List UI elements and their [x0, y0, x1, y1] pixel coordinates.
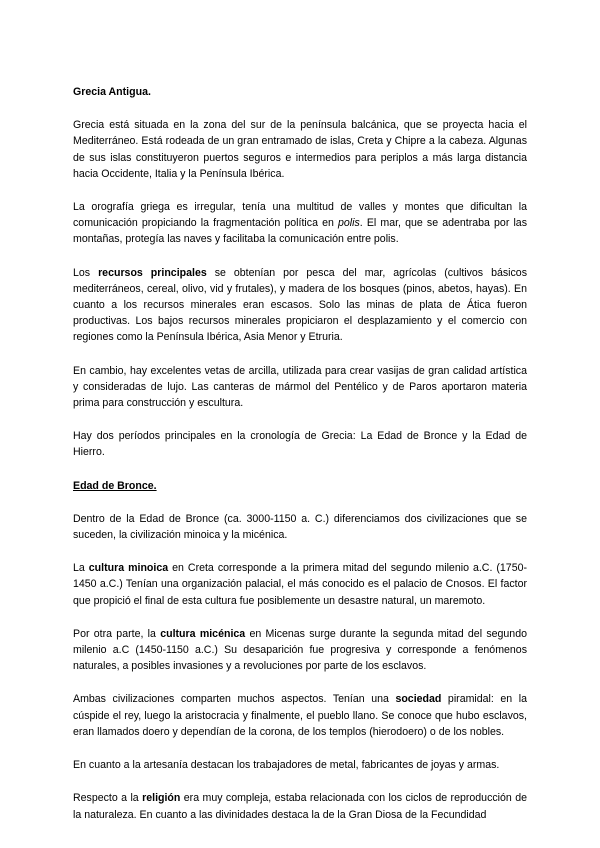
text-run: Los	[73, 266, 99, 279]
section-heading-bronze-age: Edad de Bronce.	[73, 479, 157, 492]
document-page	[73, 84, 527, 840]
paragraph-periods: Hay dos períodos principales en la cronología de Grecia: La Edad de Bronce y la Edad de Hierro.	[73, 430, 527, 459]
text-run: en Creta corresponde a la primera mitad del segundo milenio a.C. (1750-1450 a.C.) Tenían una organización palacial, el más conocido es el palacio de Cnosos. El factor que propició el final de esta cultura fue posiblemente un desastre natural, un maremoto.	[73, 562, 528, 607]
document-title: Grecia Antigua.	[73, 86, 151, 98]
paragraph-crafts: En cuanto a la artesanía destacan los trabajadores de metal, fabricantes de joyas y armas.	[73, 759, 500, 772]
text-run: . El mar, que se adentraba por las montañas, protegía las naves y facilitaba la comunicación entre polis.	[73, 217, 528, 246]
paragraph-bronze-age-intro: Dentro de la Edad de Bronce (ca. 3000-1150 a. C.) diferenciamos dos civilizaciones que se suceden, la civilización minoica y la micénica.	[73, 512, 527, 542]
bold-term-recursos: recursos principales	[98, 266, 207, 279]
text-run: se obtenían por pesca del mar, agrícolas (cultivos básicos mediterráneos, cereal, olivo, vid y frutales), y madera de los bosques (pinos, abetos, hayas). En cuanto a los recursos minerales eran escasos. Solo las minas de plata de Ática fueron productivas. Los bajos recursos minerales propiciaron el desplazamiento y el comercio con regiones como la Península Ibérica, Asia Menor y Etruria.	[73, 266, 527, 344]
bold-term-micenica: cultura micénica	[160, 627, 246, 640]
bold-term-religion: religión	[142, 792, 181, 805]
text-run: La orografía griega es irregular, tenía una multitud de valles y montes que dificultan la comunicación propiciando la fragmentación política en	[73, 201, 527, 230]
italic-term-polis: polis	[337, 217, 360, 230]
paragraph-resources	[73, 265, 527, 346]
text-run: era muy compleja, estaba relacionada con los ciclos de reproducción de la naturaleza. En cuanto a las divinidades destaca la de la Gran Diosa de la Fecundidad	[73, 792, 527, 821]
text-run: Respecto a la	[73, 792, 143, 805]
paragraph-clay-marble: En cambio, hay excelentes vetas de arcilla, utilizada para crear vasijas de gran calidad artística y consideradas de lujo. Las canteras de mármol del Pentélico y de Paros aportaron materia prima para construcción y escultura.	[73, 364, 527, 410]
paragraph-geography: Grecia está situada en la zona del sur de la península balcánica, que se proyecta hacia el Mediterráneo. Está rodeada de un gran entramado de islas, Creta y Chipre a la cabeza. Algunas de sus islas constituyeron puertos seguros e intermedios para periplos a más larga distancia hacia Occidente, Italia y la Península Ibérica.	[73, 119, 527, 180]
paragraph-orography	[73, 199, 527, 248]
text-run: en Micenas surge durante la segunda mitad del segundo milenio a.C (1450-1150 a.C.) Su desaparición fue progresiva y corresponde a fenómenos naturales, a posibles invasiones y a revoluciones por parte de los esclavos.	[73, 627, 527, 673]
bold-term-sociedad: sociedad	[395, 693, 442, 706]
text-run: La	[73, 562, 89, 575]
bold-term-minoica: cultura minoica	[88, 562, 169, 575]
paragraph-mycenaean	[73, 626, 527, 675]
paragraph-minoan	[73, 560, 527, 609]
paragraph-society	[73, 691, 527, 740]
text-run: Por otra parte, la	[73, 627, 161, 640]
text-run: piramidal: en la cúspide el rey, luego la aristocracia y finalmente, el pueblo llano. Se conoce que hubo esclavos, eran llamados doero y dependían de la corona, de los templos (hierodoero) o de los nobles.	[73, 693, 527, 738]
text-run: Ambas civilizaciones comparten muchos aspectos. Tenían una	[73, 693, 396, 706]
paragraph-religion	[73, 790, 527, 822]
